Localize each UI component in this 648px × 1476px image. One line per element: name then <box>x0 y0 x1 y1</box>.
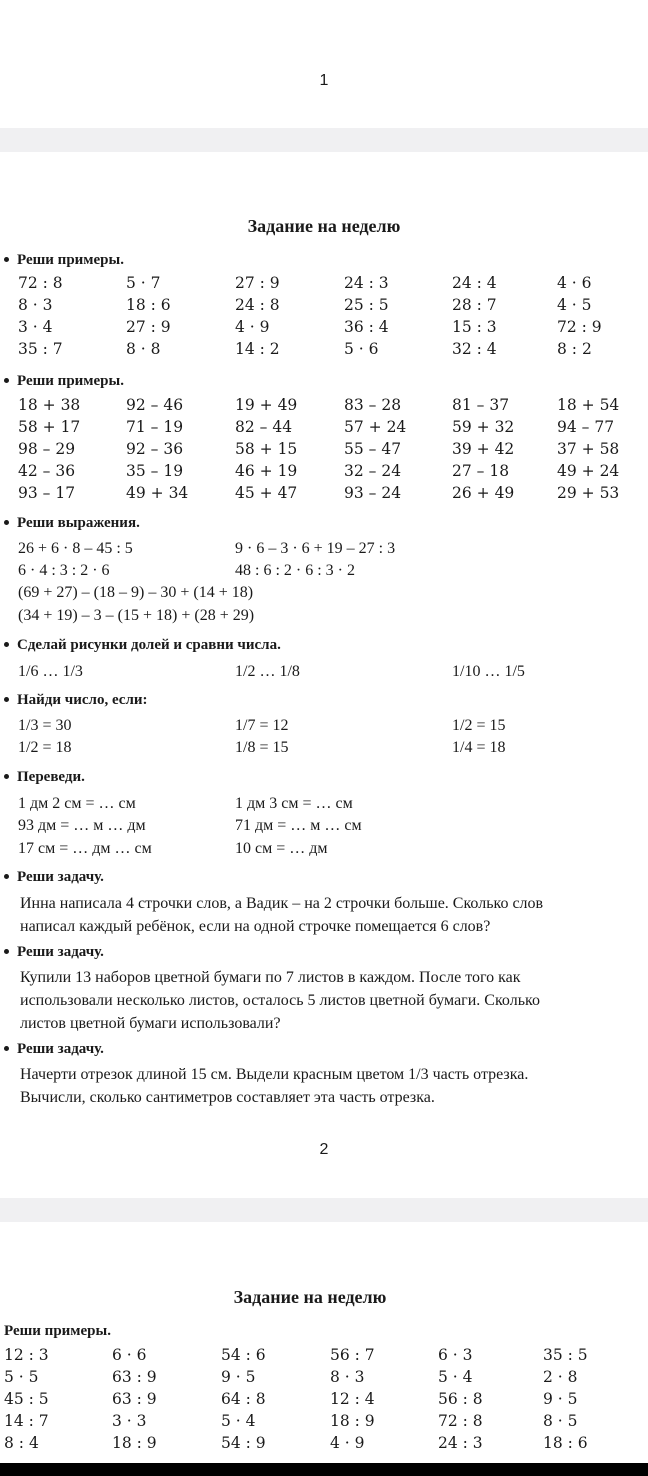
example: 57 + 24 <box>344 418 407 436</box>
example: 8 · 3 <box>330 1368 365 1386</box>
bullet-icon <box>4 697 9 702</box>
example: 58 + 15 <box>235 440 298 458</box>
page-title: Задание на неделю <box>247 216 401 236</box>
bullet-icon <box>4 520 9 525</box>
example: 39 + 42 <box>452 440 515 458</box>
task-line: листов цветной бумаги использовали? <box>20 1015 281 1032</box>
example: 35 : 7 <box>18 340 63 358</box>
bullet-icon <box>4 378 9 383</box>
conversion-item: 10 см = … дм <box>235 840 328 857</box>
page-title: Задание на неделю <box>233 1287 387 1307</box>
example: 92 – 46 <box>126 396 184 414</box>
example: 24 : 4 <box>452 274 497 292</box>
example: 27 : 9 <box>126 318 171 336</box>
example: 36 : 4 <box>344 318 389 336</box>
example: 71 – 19 <box>126 418 184 436</box>
example: 92 – 36 <box>126 440 184 458</box>
section-header-text: Реши задачу. <box>17 944 104 960</box>
example: 72 : 8 <box>18 274 63 292</box>
find-number-item: 1/3 = 30 <box>18 717 72 734</box>
example: 32 – 24 <box>344 462 402 480</box>
example: 98 – 29 <box>18 440 76 458</box>
bullet-icon <box>4 874 9 879</box>
conversion-item: 71 дм = … м … см <box>235 817 362 834</box>
example: 6 · 6 <box>112 1346 147 1364</box>
task-line: Начерти отрезок длиной 15 см. Выдели красным цветом 1/3 часть отрезка. <box>20 1066 529 1083</box>
example: 5 · 4 <box>438 1368 473 1386</box>
example: 29 + 53 <box>557 484 620 502</box>
example: 24 : 8 <box>235 296 280 314</box>
example: 5 · 5 <box>4 1368 39 1386</box>
example: 72 : 9 <box>557 318 602 336</box>
section-header-text: Реши примеры. <box>4 1323 111 1339</box>
find-number-item: 1/2 = 15 <box>452 717 506 734</box>
example: 93 – 17 <box>18 484 76 502</box>
example: 2 · 8 <box>543 1368 578 1386</box>
example: 8 · 3 <box>18 296 53 314</box>
expression: 26 + 6 · 8 – 45 : 5 <box>18 540 133 557</box>
example: 58 + 17 <box>18 418 81 436</box>
find-number-item: 1/7 = 12 <box>235 717 289 734</box>
section-header-text: Реши задачу. <box>17 869 104 885</box>
example: 64 : 8 <box>221 1390 266 1408</box>
example: 12 : 3 <box>4 1346 49 1364</box>
example: 27 : 9 <box>235 274 280 292</box>
example: 19 + 49 <box>235 396 298 414</box>
section-header <box>4 515 140 532</box>
task-line: Вычисли, сколько сантиметров составляет эта часть отрезка. <box>20 1089 435 1106</box>
bottom-black-bar <box>0 1463 648 1476</box>
example: 45 : 5 <box>4 1390 49 1408</box>
section-header <box>4 1041 104 1058</box>
bullet-icon <box>4 642 9 647</box>
page-number-2: 2 <box>319 1141 329 1158</box>
find-number-item: 1/4 = 18 <box>452 739 506 756</box>
example: 72 : 8 <box>438 1412 483 1430</box>
example: 25 : 5 <box>344 296 389 314</box>
example: 49 + 34 <box>126 484 189 502</box>
example: 5 · 6 <box>344 340 379 358</box>
expression: 6 · 4 : 3 : 2 · 6 <box>18 562 110 579</box>
section-header-text: Реши выражения. <box>17 515 140 531</box>
task-line: использовали несколько листов, осталось 5 листов цветной бумаги. Сколько <box>20 992 540 1009</box>
example: 45 + 47 <box>235 484 298 502</box>
section-header-text: Сделай рисунки долей и сравни числа. <box>17 637 281 653</box>
example: 24 : 3 <box>438 1434 483 1452</box>
example: 3 · 4 <box>18 318 53 336</box>
expression: (34 + 19) – 3 – (15 + 18) + (28 + 29) <box>18 607 255 624</box>
example: 12 : 4 <box>330 1390 375 1408</box>
example: 26 + 49 <box>452 484 515 502</box>
bullet-icon <box>4 774 9 779</box>
bullet-icon <box>4 1046 9 1051</box>
bullet-icon <box>4 949 9 954</box>
example: 46 + 19 <box>235 462 298 480</box>
example: 35 – 19 <box>126 462 184 480</box>
section-header-text: Найди число, если: <box>17 692 148 708</box>
section-header <box>4 692 148 709</box>
example: 18 : 6 <box>543 1434 588 1452</box>
example: 82 – 44 <box>235 418 293 436</box>
example: 54 : 6 <box>221 1346 266 1364</box>
example: 59 + 32 <box>452 418 515 436</box>
expression: (69 + 27) – (18 – 9) – 30 + (14 + 18) <box>18 584 254 601</box>
section-header <box>4 637 281 654</box>
fraction-compare: 1/2 … 1/8 <box>235 663 300 680</box>
example: 14 : 2 <box>235 340 280 358</box>
section-header <box>4 1323 111 1340</box>
section-header <box>4 252 124 269</box>
example: 63 : 9 <box>112 1390 157 1408</box>
section-header-text: Реши примеры. <box>17 252 124 268</box>
example: 37 + 58 <box>557 440 620 458</box>
example: 55 – 47 <box>344 440 402 458</box>
section-header <box>4 944 104 961</box>
example: 28 : 7 <box>452 296 497 314</box>
example: 81 – 37 <box>452 396 510 414</box>
example: 6 · 3 <box>438 1346 473 1364</box>
example: 94 – 77 <box>557 418 615 436</box>
page-number-1: 1 <box>319 72 329 89</box>
fraction-compare: 1/6 … 1/3 <box>18 663 83 680</box>
expression: 48 : 6 : 2 · 6 : 3 · 2 <box>235 562 355 579</box>
section-header <box>4 769 85 786</box>
task-line: Купили 13 наборов цветной бумаги по 7 листов в каждом. После того как <box>20 969 521 986</box>
section-header <box>4 373 124 390</box>
conversion-item: 1 дм 2 см = … см <box>18 795 136 812</box>
example: 18 : 6 <box>126 296 171 314</box>
example: 8 · 8 <box>126 340 161 358</box>
conversion-item: 17 см = … дм … см <box>18 840 152 857</box>
example: 42 – 36 <box>18 462 76 480</box>
conversion-item: 1 дм 3 см = … см <box>235 795 353 812</box>
section-header-text: Переведи. <box>17 769 85 785</box>
example: 9 · 5 <box>221 1368 256 1386</box>
task-text <box>20 892 648 938</box>
find-number-item: 1/8 = 15 <box>235 739 289 756</box>
example: 56 : 7 <box>330 1346 375 1364</box>
example: 63 : 9 <box>112 1368 157 1386</box>
page-separator <box>0 1198 648 1222</box>
example: 14 : 7 <box>4 1412 49 1430</box>
example: 4 · 9 <box>235 318 270 336</box>
example: 4 · 6 <box>557 274 592 292</box>
example: 8 : 2 <box>557 340 592 358</box>
task-text <box>20 1063 648 1109</box>
example: 8 : 4 <box>4 1434 39 1452</box>
expression: 9 · 6 – 3 · 6 + 19 – 27 : 3 <box>235 540 396 557</box>
example: 49 + 24 <box>557 462 620 480</box>
bullet-icon <box>4 257 9 262</box>
example: 18 : 9 <box>330 1412 375 1430</box>
example: 24 : 3 <box>344 274 389 292</box>
section-header-text: Реши примеры. <box>17 373 124 389</box>
example: 83 – 28 <box>344 396 402 414</box>
example: 27 – 18 <box>452 462 510 480</box>
find-number-item: 1/2 = 18 <box>18 739 72 756</box>
section-header-text: Реши задачу. <box>17 1041 104 1057</box>
example: 35 : 5 <box>543 1346 588 1364</box>
example: 32 : 4 <box>452 340 497 358</box>
fraction-compare: 1/10 … 1/5 <box>452 663 525 680</box>
example: 18 + 38 <box>18 396 81 414</box>
example: 18 : 9 <box>112 1434 157 1452</box>
example: 8 · 5 <box>543 1412 578 1430</box>
section-header <box>4 869 104 886</box>
example: 5 · 7 <box>126 274 161 292</box>
example: 93 – 24 <box>344 484 402 502</box>
conversion-item: 93 дм = … м … дм <box>18 817 146 834</box>
example: 9 · 5 <box>543 1390 578 1408</box>
task-line: написал каждый ребёнок, если на одной строчке помещается 6 слов? <box>20 918 491 935</box>
example: 4 · 9 <box>330 1434 365 1452</box>
example: 3 · 3 <box>112 1412 147 1430</box>
example: 54 : 9 <box>221 1434 266 1452</box>
example: 18 + 54 <box>557 396 620 414</box>
example: 56 : 8 <box>438 1390 483 1408</box>
example: 5 · 4 <box>221 1412 256 1430</box>
example: 15 : 3 <box>452 318 497 336</box>
task-line: Инна написала 4 строчки слов, а Вадик – на 2 строчки больше. Сколько слов <box>20 895 544 912</box>
task-text <box>20 966 648 1035</box>
page-separator <box>0 128 648 152</box>
example: 4 · 5 <box>557 296 592 314</box>
